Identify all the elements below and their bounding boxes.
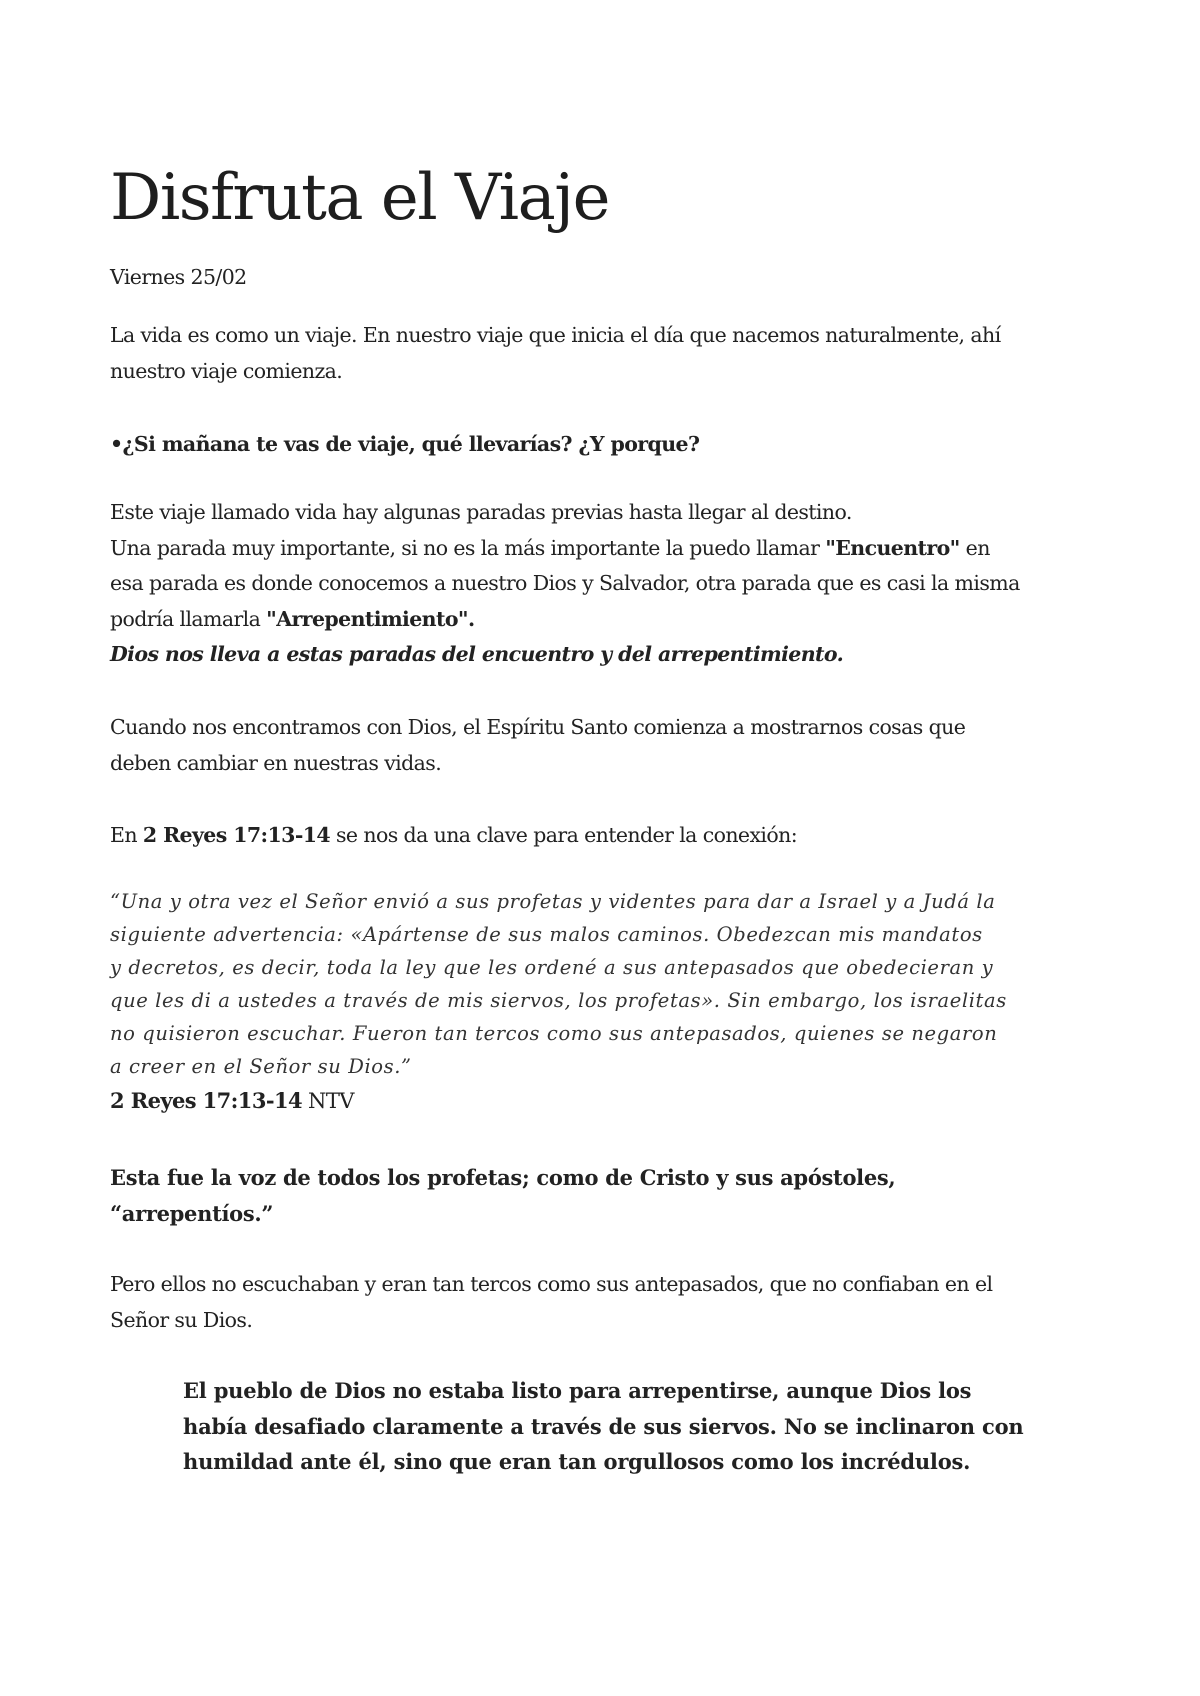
callout-line-3: humildad ante él, sino que eran tan orgullosos como los incrédulos.	[183, 1449, 971, 1474]
stops-line-2-post: en	[959, 535, 990, 560]
quote-line-4: que les di a ustedes a través de mis siervos, los profetas». Sin embargo, los israelitas	[110, 989, 1007, 1012]
encuentro-term: "Encuentro"	[825, 535, 960, 560]
stops-line-4-pre: podría llamarla	[110, 606, 267, 631]
quote-line-5: no quisieron escuchar. Fueron tan tercos como sus antepasados, quienes se negaron	[110, 1022, 998, 1045]
intro-line-1: La vida es como un viaje. En nuestro viaje que inicia el día que nacemos naturalmente, ahí	[110, 323, 1001, 347]
question-paragraph: •¿Si mañana te vas de viaje, qué llevarías? ¿Y porque?	[110, 432, 700, 456]
stubborn-line-2: Señor su Dios.	[110, 1307, 253, 1332]
quote-line-6: a creer en el Señor su Dios.”	[110, 1055, 412, 1078]
reference-citation: 2 Reyes 17:13-14	[110, 1088, 302, 1113]
page-title: Disfruta el Viaje	[110, 161, 609, 235]
key-reference: 2 Reyes 17:13-14	[142, 823, 331, 847]
date-line: Viernes 25/02	[110, 265, 247, 289]
callout-line-2: había desafiado claramente a través de sus siervos. No se inclinaron con	[183, 1413, 1024, 1439]
spirit-line-2: deben cambiar en nuestras vidas.	[110, 750, 442, 775]
quote-line-2: siguiente advertencia: «Apártense de sus malos caminos. Obedezcan mis mandatos	[110, 923, 983, 946]
key-paragraph	[110, 818, 1100, 854]
key-pre: En	[110, 823, 143, 847]
stops-line-2-pre: Una parada muy importante, si no es la más importante la puedo llamar	[110, 535, 826, 560]
scripture-quote	[110, 885, 1100, 1083]
stubborn-line-1: Pero ellos no escuchaban y eran tan tercos como sus antepasados, que no confiaban en el	[110, 1272, 993, 1296]
intro-line-2: nuestro viaje comienza.	[110, 358, 343, 383]
spirit-paragraph	[110, 710, 1100, 781]
voice-line-2: “arrepentíos.”	[110, 1200, 274, 1226]
voice-paragraph	[110, 1160, 1100, 1231]
callout-block	[183, 1373, 1113, 1480]
voice-line-1: Esta fue la voz de todos los profetas; como de Cristo y sus apóstoles,	[110, 1165, 896, 1190]
quote-reference	[110, 1083, 1100, 1120]
quote-line-1: “Una y otra vez el Señor envió a sus profetas y videntes para dar a Israel y a Judá la	[110, 890, 996, 913]
stops-emphasis: Dios nos lleva a estas paradas del encuentro y del arrepentimiento.	[110, 642, 844, 666]
quote-line-3: y decretos, es decir, toda la ley que les ordené a sus antepasados que obedecieran y	[110, 956, 994, 979]
callout-line-1: El pueblo de Dios no estaba listo para arrepentirse, aunque Dios los	[183, 1378, 972, 1403]
key-post: se nos da una clave para entender la conexión:	[330, 823, 798, 847]
arrepentimiento-term: "Arrepentimiento".	[266, 606, 475, 631]
stops-line-3: esa parada es donde conocemos a nuestro Dios y Salvador, otra parada que es casi la misma	[110, 571, 1020, 595]
spirit-line-1: Cuando nos encontramos con Dios, el Espíritu Santo comienza a mostrarnos cosas que	[110, 715, 966, 739]
stops-line-1: Este viaje llamado vida hay algunas paradas previas hasta llegar al destino.	[110, 500, 852, 524]
reference-version: NTV	[301, 1089, 354, 1113]
intro-paragraph	[110, 318, 1100, 389]
stubborn-paragraph	[110, 1267, 1100, 1338]
stops-paragraph	[110, 495, 1100, 673]
